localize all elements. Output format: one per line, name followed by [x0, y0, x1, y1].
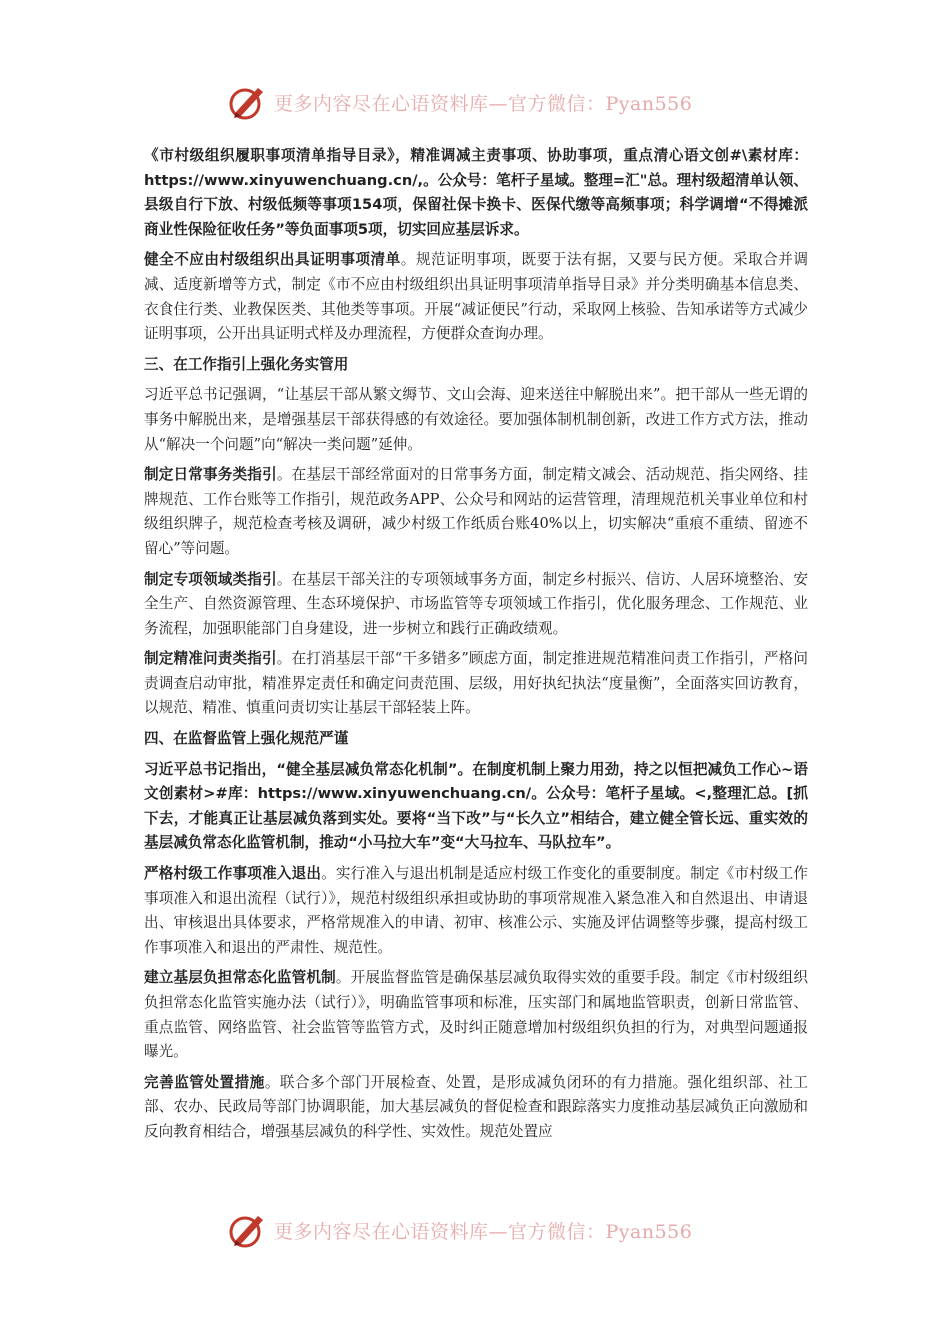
- paragraph-section3-intro: 习近平总书记强调，“让基层干部从繁文缛节、文山会海、迎来送往中解脱出来”。把干部从一些无谓的事务中解脱出来，是增强基层干部获得感的有效途径。要加强体制机制创新，改进工作方式方法，推动从“解决一个问题”向“解决一类问题”延伸。: [144, 386, 808, 453]
- header-watermark-banner: [228, 80, 748, 124]
- paragraph-accountability-guide: 制定精准问责类指引。在打消基层干部“干多错多”顾虑方面，制定推进规范精准问责工作指引，严格问责调查启动审批，精准界定责任和确定问责范围、层级，用好执纪执法“度量衡”，全面落实回访教育，以规范、精准、慎重问责切实让基层干部轻装上阵。: [144, 650, 808, 717]
- paragraph-section4-intro: 习近平总书记指出，“健全基层减负常态化机制”。在制度机制上聚力用劲，持之以恒把减负工作心~语文创素材>#库：https://www.xinyuwenchuang.cn/。公众号：笔杆子星域。<,整理汇总。[抓下去，才能真正让基层减负落到实处。要将“当下改”与“长久立”相结合，建立健全管长远、重实效的基层减负常态化监管机制，推动“小马拉大车”变“大马拉车、马队拉车”。: [144, 760, 808, 852]
- footer-watermark-text: 更多内容尽在心语资料库—官方微信：Pyan556: [274, 1220, 693, 1243]
- footer-watermark-banner: [228, 1208, 748, 1252]
- paragraph-lead: 制定专项领域类指引: [144, 570, 277, 588]
- paragraph-lead: 完善监管处置措施: [144, 1073, 265, 1091]
- paragraph-lead: 严格村级工作事项准入退出: [144, 865, 322, 883]
- document-body: [144, 144, 808, 1151]
- paragraph-lead: 制定日常事务类指引: [144, 466, 277, 484]
- paragraph-intro-cont: 《市村级组织履职事项清单指导目录》，精准调减主责事项、协助事项，重点清心语文创#\素材库：https://www.xinyuwenchuang.cn/,。公众号：笔杆子星域。整理=汇"总。理村级超清单认领、县级自行下放、村级低频等事项154项，保留社保卡换卡、医保代缴等高频事项；科学调增“不得摊派商业性保险征收任务”等负面事项5项，切实回应基层诉求。: [144, 147, 808, 238]
- paragraph-supervision-measures: 完善监管处置措施。联合多个部门开展检查、处置，是形成减负闭环的有力措施。强化组织部、社工部、农办、民政局等部门协调职能，加大基层减负的督促检查和跟踪落实力度推动基层减负正向激励和反向教育相结合，增强基层减负的科学性、实效性。规范处置应: [144, 1073, 808, 1140]
- paragraph-lead: 建立基层负担常态化监管机制: [144, 969, 336, 987]
- paragraph-special-guide: 制定专项领域类指引。在基层干部关注的专项领域事务方面，制定乡村振兴、信访、人居环境整治、安全生产、自然资源管理、生态环境保护、市场监管等专项领域工作指引，优化服务理念、工作规范、业务流程，加强职能部门自身建设，进一步树立和践行正确政绩观。: [144, 570, 808, 637]
- paragraph-lead: 制定精准问责类指引: [144, 650, 277, 668]
- section-heading-4: 四、在监督监管上强化规范严谨: [144, 730, 349, 748]
- paragraph-access-exit: 严格村级工作事项准入退出。实行准入与退出机制是适应村级工作变化的重要制度。制定《市村级工作事项准入和退出流程（试行）》，规范村级组织承担或协助的事项常规准入紧急准入和自然退出、申请退出、审核退出具体要求，严格常规准入的申请、初审、核准公示、实施及评估调整等步骤，提高村级工作事项准入和退出的严肃性、规范性。: [144, 865, 808, 956]
- pen-logo-icon: [228, 82, 268, 122]
- paragraph-certificate-list: 健全不应由村级组织出具证明事项清单。规范证明事项，既要于法有据，又要与民方便。采取合并调减、适度新增等方式，制定《市不应由村级组织出具证明事项清单指导目录》并分类明确基本信息类、衣食住行类、业教保医类、其他类等事项。开展“减证便民”行动，采取网上核验、告知承诺等方式减少证明事项，公开出具证明式样及办理流程，方便群众查询办理。: [144, 251, 808, 343]
- paragraph-lead: 健全不应由村级组织出具证明事项清单: [144, 251, 401, 269]
- section-heading-3: 三、在工作指引上强化务实管用: [144, 355, 349, 373]
- pen-logo-icon: [228, 1210, 268, 1250]
- paragraph-daily-guide: 制定日常事务类指引。在基层干部经常面对的日常事务方面，制定精文减会、活动规范、指尖网络、挂牌规范、工作台账等工作指引，规范政务APP、公众号和网站的运营管理，清理规范机关事业单位和村级组织牌子，规范检查考核及调研，减少村级工作纸质台账40%以上，切实解决“重痕不重绩、留迹不留心”等问题。: [144, 466, 808, 557]
- header-watermark-text: 更多内容尽在心语资料库—官方微信：Pyan556: [274, 92, 693, 115]
- paragraph-supervision-mechanism: 建立基层负担常态化监管机制。开展监督监管是确保基层减负取得实效的重要手段。制定《市村级组织负担常态化监管实施办法（试行）》，明确监管事项和标准，压实部门和属地监管职责，创新日常监管、重点监管、网络监管、社会监管等监管方式，及时纠正随意增加村级组织负担的行为，对典型问题通报曝光。: [144, 969, 808, 1061]
